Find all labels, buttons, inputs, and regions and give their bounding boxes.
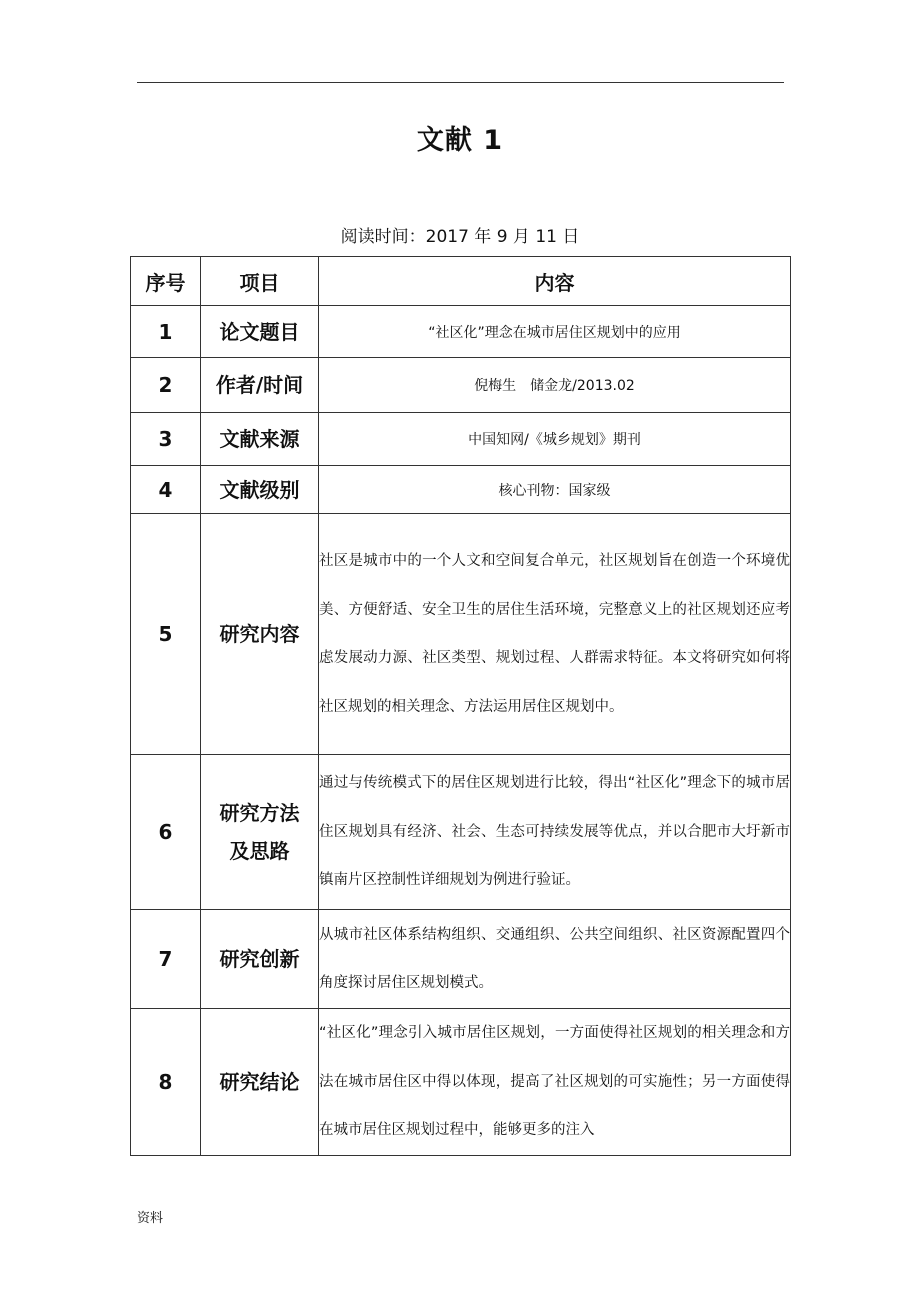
header-rule (137, 82, 784, 83)
row-index: 1 (131, 306, 201, 358)
row-item: 文献级别 (201, 466, 319, 514)
row-content: 中国知网/《城乡规划》期刊 (319, 413, 791, 466)
document-title: 文献 1 (416, 125, 504, 156)
footer-label: 资料 (137, 1211, 164, 1226)
table-row (131, 413, 791, 466)
row-item: 作者/时间 (201, 358, 319, 413)
row-index: 3 (131, 413, 201, 466)
table-row (131, 910, 791, 1009)
row-item: 研究方法及思路 (201, 755, 319, 910)
row-content: 核心刊物：国家级 (319, 466, 791, 514)
row-item: 研究结论 (201, 1009, 319, 1156)
row-item: 研究创新 (201, 910, 319, 1009)
table-row (131, 466, 791, 514)
row-index: 4 (131, 466, 201, 514)
table-row (131, 514, 791, 755)
literature-table (130, 256, 791, 1156)
row-item: 文献来源 (201, 413, 319, 466)
row-index: 7 (131, 910, 201, 1009)
table-header-row (131, 257, 791, 306)
row-content: “社区化”理念引入城市居住区规划，一方面使得社区规划的相关理念和方法在城市居住区中得以体现，提高了社区规划的可实施性；另一方面使得在城市居住区规划过程中，能够更多的注入 (319, 1009, 791, 1156)
row-item: 研究内容 (201, 514, 319, 755)
row-content: 社区是城市中的一个人文和空间复合单元，社区规划旨在创造一个环境优美、方便舒适、安全卫生的居住生活环境，完整意义上的社区规划还应考虑发展动力源、社区类型、规划过程、人群需求特征。本文将研究如何将社区规划的相关理念、方法运用居住区规划中。 (319, 514, 791, 755)
row-index: 5 (131, 514, 201, 755)
row-item: 论文题目 (201, 306, 319, 358)
row-index: 2 (131, 358, 201, 413)
row-content: “社区化”理念在城市居住区规划中的应用 (319, 306, 791, 358)
row-index: 6 (131, 755, 201, 910)
table-row (131, 1009, 791, 1156)
header-index: 序号 (131, 257, 201, 306)
row-content: 从城市社区体系结构组织、交通组织、公共空间组织、社区资源配置四个角度探讨居住区规划模式。 (319, 910, 791, 1009)
header-content: 内容 (319, 257, 791, 306)
row-content: 通过与传统模式下的居住区规划进行比较，得出“社区化”理念下的城市居住区规划具有经济、社会、生态可持续发展等优点，并以合肥市大圩新市镇南片区控制性详细规划为例进行验证。 (319, 755, 791, 910)
table-row (131, 306, 791, 358)
table-row (131, 358, 791, 413)
table-row (131, 755, 791, 910)
header-item: 项目 (201, 257, 319, 306)
reading-time: 阅读时间：2017 年 9 月 11 日 (340, 227, 580, 247)
row-content: 倪梅生 储金龙/2013.02 (319, 358, 791, 413)
row-index: 8 (131, 1009, 201, 1156)
